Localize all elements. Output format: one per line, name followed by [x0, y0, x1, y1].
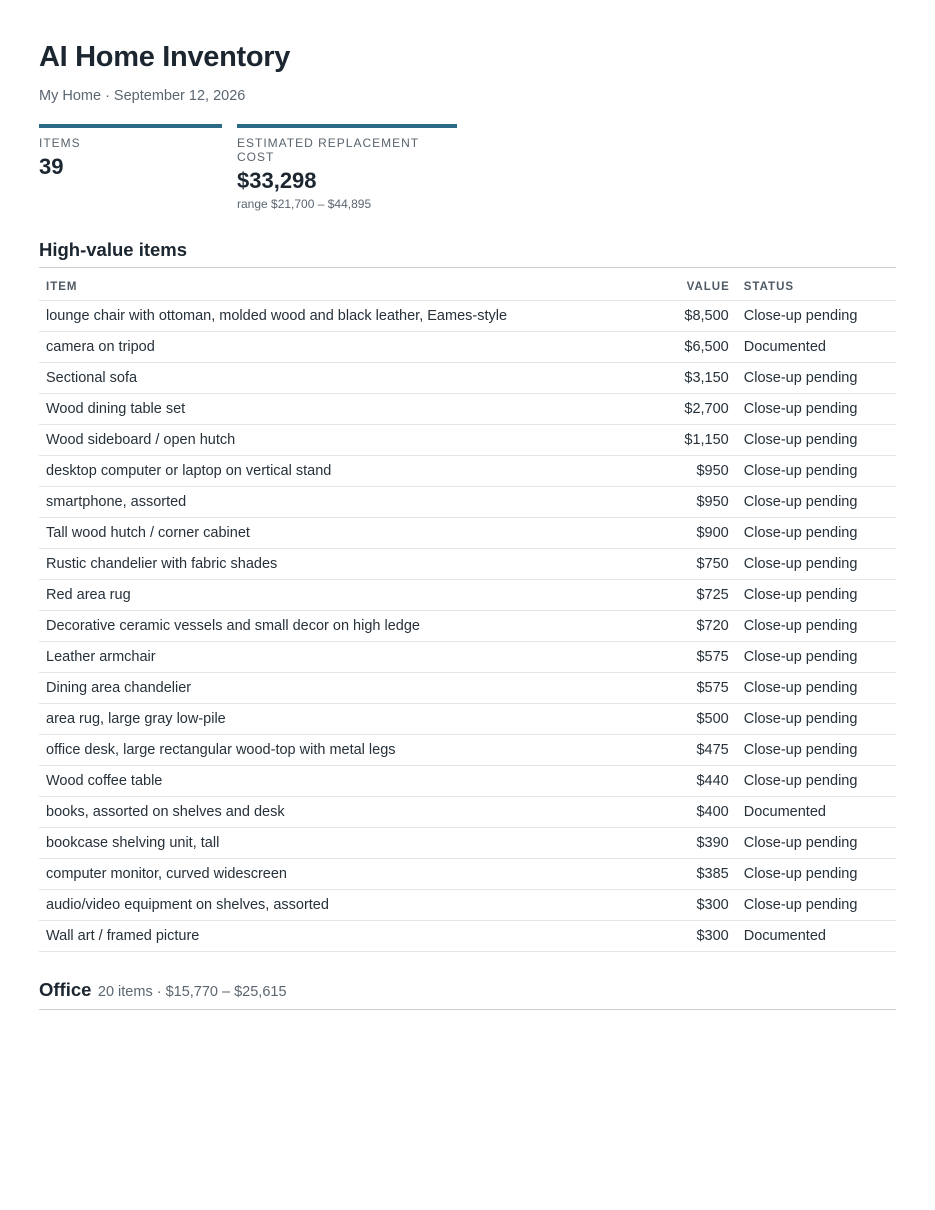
item-cell: camera on tripod — [39, 332, 616, 363]
item-cell: Wood dining table set — [39, 394, 616, 425]
item-cell: desktop computer or laptop on vertical stand — [39, 456, 616, 487]
item-cell: Leather armchair — [39, 642, 616, 673]
value-cell: $950 — [616, 487, 736, 518]
summary-stats — [39, 124, 896, 211]
value-cell: $575 — [616, 673, 736, 704]
item-cell: office desk, large rectangular wood-top with metal legs — [39, 735, 616, 766]
table-row — [39, 642, 896, 673]
status-cell: Close-up pending — [737, 363, 896, 394]
page-title: AI Home Inventory — [39, 41, 291, 73]
office-section-header — [39, 979, 896, 1010]
status-cell: Documented — [737, 921, 896, 952]
item-cell: Wood coffee table — [39, 766, 616, 797]
cost-stat-value: $33,298 — [237, 168, 317, 193]
value-cell: $750 — [616, 549, 736, 580]
item-cell: Wood sideboard / open hutch — [39, 425, 616, 456]
table-row — [39, 456, 896, 487]
status-cell: Close-up pending — [737, 642, 896, 673]
status-cell: Close-up pending — [737, 673, 896, 704]
value-cell: $900 — [616, 518, 736, 549]
table-row — [39, 549, 896, 580]
table-row — [39, 425, 896, 456]
item-cell: lounge chair with ottoman, molded wood and black leather, Eames-style — [39, 301, 616, 332]
cost-stat-range: range $21,700 – $44,895 — [237, 197, 372, 211]
item-cell: Dining area chandelier — [39, 673, 616, 704]
value-cell: $300 — [616, 921, 736, 952]
table-row — [39, 363, 896, 394]
value-cell: $1,150 — [616, 425, 736, 456]
items-stat — [39, 124, 222, 211]
table-row — [39, 487, 896, 518]
item-cell: Wall art / framed picture — [39, 921, 616, 952]
office-section-meta: 20 items · $15,770 – $25,615 — [97, 984, 287, 1000]
table-row — [39, 332, 896, 363]
value-cell: $575 — [616, 642, 736, 673]
table-row — [39, 611, 896, 642]
value-cell: $8,500 — [616, 301, 736, 332]
value-cell: $6,500 — [616, 332, 736, 363]
status-cell: Close-up pending — [737, 549, 896, 580]
report-subtitle: My Home · September 12, 2026 — [39, 88, 246, 104]
column-header-status: STATUS — [737, 280, 896, 301]
value-cell: $3,150 — [616, 363, 736, 394]
value-cell: $440 — [616, 766, 736, 797]
item-cell: Rustic chandelier with fabric shades — [39, 549, 616, 580]
high-value-section-title: High-value items — [39, 239, 896, 268]
table-row — [39, 766, 896, 797]
item-cell: books, assorted on shelves and desk — [39, 797, 616, 828]
item-cell: area rug, large gray low-pile — [39, 704, 616, 735]
status-cell: Close-up pending — [737, 425, 896, 456]
table-row — [39, 704, 896, 735]
status-cell: Close-up pending — [737, 518, 896, 549]
item-cell: Decorative ceramic vessels and small decor on high ledge — [39, 611, 616, 642]
value-cell: $400 — [616, 797, 736, 828]
item-cell: Tall wood hutch / corner cabinet — [39, 518, 616, 549]
item-cell: audio/video equipment on shelves, assorted — [39, 890, 616, 921]
table-row — [39, 673, 896, 704]
status-cell: Close-up pending — [737, 580, 896, 611]
status-cell: Close-up pending — [737, 766, 896, 797]
cost-stat-label: ESTIMATED REPLACEMENT COST — [237, 136, 419, 164]
item-cell: computer monitor, curved widescreen — [39, 859, 616, 890]
status-cell: Close-up pending — [737, 611, 896, 642]
table-row — [39, 580, 896, 611]
table-row — [39, 890, 896, 921]
table-row — [39, 394, 896, 425]
table-row — [39, 828, 896, 859]
table-row — [39, 797, 896, 828]
table-header-row — [39, 280, 896, 301]
item-cell: Sectional sofa — [39, 363, 616, 394]
value-cell: $385 — [616, 859, 736, 890]
item-cell: bookcase shelving unit, tall — [39, 828, 616, 859]
table-row — [39, 735, 896, 766]
item-cell: Red area rug — [39, 580, 616, 611]
status-cell: Close-up pending — [737, 828, 896, 859]
value-cell: $300 — [616, 890, 736, 921]
status-cell: Close-up pending — [737, 394, 896, 425]
status-cell: Close-up pending — [737, 859, 896, 890]
value-cell: $725 — [616, 580, 736, 611]
status-cell: Close-up pending — [737, 301, 896, 332]
high-value-table — [39, 280, 896, 952]
table-row — [39, 921, 896, 952]
value-cell: $2,700 — [616, 394, 736, 425]
value-cell: $500 — [616, 704, 736, 735]
status-cell: Documented — [737, 797, 896, 828]
value-cell: $475 — [616, 735, 736, 766]
status-cell: Close-up pending — [737, 735, 896, 766]
table-row — [39, 859, 896, 890]
office-section-title: Office — [39, 979, 92, 1000]
table-body — [39, 301, 896, 952]
value-cell: $390 — [616, 828, 736, 859]
column-header-value: VALUE — [616, 280, 736, 301]
status-cell: Close-up pending — [737, 487, 896, 518]
status-cell: Close-up pending — [737, 456, 896, 487]
cost-stat — [237, 124, 457, 211]
item-cell: smartphone, assorted — [39, 487, 616, 518]
value-cell: $720 — [616, 611, 736, 642]
table-row — [39, 301, 896, 332]
status-cell: Documented — [737, 332, 896, 363]
column-header-item: ITEM — [39, 280, 616, 301]
status-cell: Close-up pending — [737, 890, 896, 921]
status-cell: Close-up pending — [737, 704, 896, 735]
value-cell: $950 — [616, 456, 736, 487]
items-stat-value: 39 — [39, 154, 64, 179]
items-stat-label: ITEMS — [39, 136, 81, 150]
table-row — [39, 518, 896, 549]
